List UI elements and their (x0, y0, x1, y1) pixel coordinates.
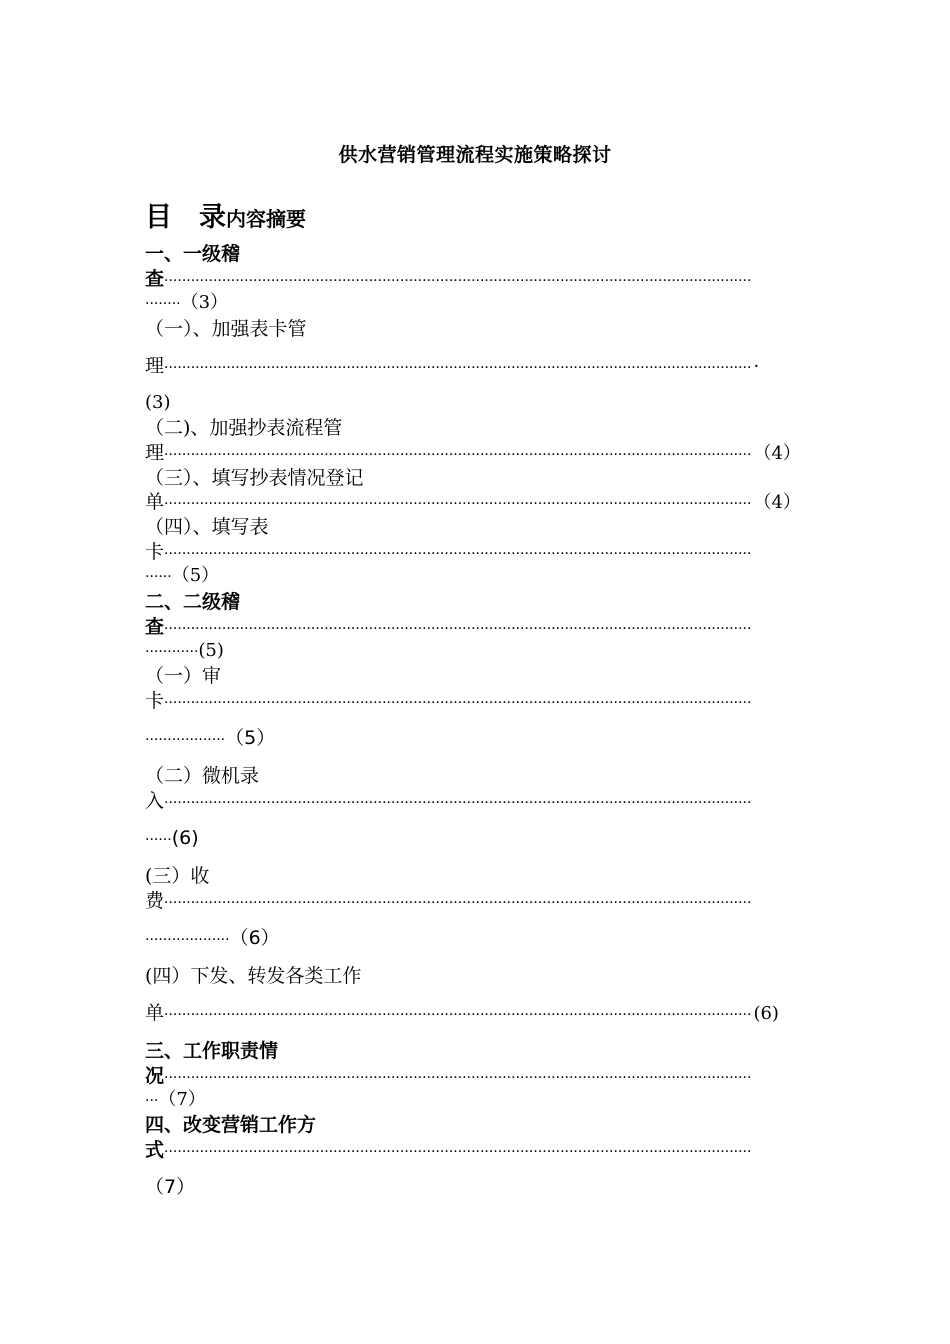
toc-page-number: （5） (171, 565, 220, 586)
toc-entry-leader (145, 354, 760, 378)
toc-heading-sub: 内容摘要 (226, 207, 306, 231)
leader-dots: ···································································································································· (164, 496, 752, 512)
toc-entry-label-end: 卡 (145, 541, 165, 563)
leader-dots: ···································································································································· (164, 1070, 752, 1086)
toc-entry-label: 二、二级稽 (145, 591, 241, 613)
leader-dots: ············ (145, 644, 199, 660)
leader-dots: ···································································································································· (164, 795, 752, 811)
leader-dots: ··················· (145, 932, 230, 948)
toc-page-number: （4） (753, 443, 801, 464)
toc-entry-label: （二)、加强抄表流程管 (145, 417, 343, 439)
toc-entry-label-end: 卡 (145, 690, 165, 712)
toc-entry-label-end: 查 (145, 268, 165, 290)
toc-entry-label: （一）、加强表卡管 (145, 318, 307, 340)
toc-page-number: （7） (158, 1089, 206, 1110)
leader-dots: ···································································································································· (164, 895, 752, 911)
leader-dots: ···································································································································· (164, 695, 752, 711)
toc-entry-leader (145, 267, 805, 291)
leader-dots: ········ (145, 296, 181, 312)
toc-entry-leader (145, 889, 805, 913)
toc-page-number: （7） (145, 1176, 196, 1198)
toc-page-number: (3) (145, 392, 171, 413)
leader-dots: ·················· (145, 732, 226, 748)
toc-entry-tail (145, 726, 275, 750)
toc-entry-tail (145, 926, 280, 950)
toc-entry-label-end: 理 (145, 355, 165, 377)
leader-dots: ···································································································································· (164, 1144, 752, 1160)
toc-entry-tail (145, 564, 219, 588)
toc-heading (145, 200, 306, 239)
leader-dots: ···································································································································· (164, 1007, 752, 1023)
toc-entry-leader (145, 789, 805, 813)
toc-page-number: (5) (198, 640, 224, 661)
toc-entry-label: (三）收 (145, 865, 210, 887)
leader-dots: ···································································································································· (164, 546, 752, 562)
toc-entry-label-end: 查 (145, 616, 165, 638)
toc-entry-leader (145, 490, 801, 514)
leader-dots: ···································································································································· (164, 447, 752, 463)
leader-dots: ······ (145, 832, 172, 848)
document-title: 供水营销管理流程实施策略探讨 (338, 144, 612, 166)
leader-dots: ···································································································································· (164, 360, 752, 376)
toc-entry-label-end: 式 (145, 1139, 165, 1161)
toc-entry-label-end: 理 (145, 442, 165, 464)
toc-entry-label-end: 单 (145, 491, 165, 513)
toc-entry-label: （三）、填写抄表情况登记 (145, 467, 364, 489)
toc-page-number: （6） (229, 927, 280, 949)
toc-entry-label-end: 入 (145, 790, 165, 812)
toc-entry-leader (145, 689, 805, 713)
toc-entry-tail (145, 391, 171, 415)
toc-entry-leader (145, 1001, 779, 1025)
toc-page-number: (6) (753, 1003, 779, 1024)
toc-entry-tail (145, 1175, 195, 1199)
toc-entry-label: （四）、填写表 (145, 516, 269, 538)
toc-entry-label-end: 费 (145, 890, 165, 912)
toc-entry-tail (145, 1088, 206, 1112)
toc-page-number: （4） (753, 492, 801, 513)
toc-entry-leader (145, 1138, 768, 1162)
toc-entry-tail (145, 639, 224, 663)
toc-entry-leader (145, 540, 805, 564)
toc-entry-label: 三、工作职责情 (145, 1040, 279, 1062)
toc-entry-label-end: 单 (145, 1002, 165, 1024)
toc-entry-label: 四、改变营销工作方 (145, 1114, 317, 1136)
leader-end-mark: · (753, 356, 760, 377)
leader-dots: ··· (145, 1093, 159, 1109)
toc-heading-main: 目 录 (145, 202, 226, 233)
toc-entry-label: （一）审 (145, 665, 222, 687)
toc-page-number: (6) (171, 827, 199, 849)
toc-entry-tail (145, 291, 228, 315)
toc-entry-label: (四）下发、转发各类工作 (145, 965, 362, 987)
toc-entry-label: （二）微机录 (145, 765, 260, 787)
toc-entry-tail (145, 826, 199, 850)
leader-dots: ···································································································································· (164, 273, 752, 289)
toc-entry-label: 一、一级稽 (145, 243, 241, 265)
toc-entry-leader (145, 615, 805, 639)
toc-entry-leader (145, 1064, 805, 1088)
toc-page-number: （5） (225, 727, 276, 749)
toc-page-number: （3） (180, 292, 229, 313)
toc-entry-leader (145, 441, 801, 465)
leader-dots: ······ (145, 569, 172, 585)
toc-entry-label-end: 况 (145, 1065, 165, 1087)
leader-dots: ···································································································································· (164, 621, 752, 637)
